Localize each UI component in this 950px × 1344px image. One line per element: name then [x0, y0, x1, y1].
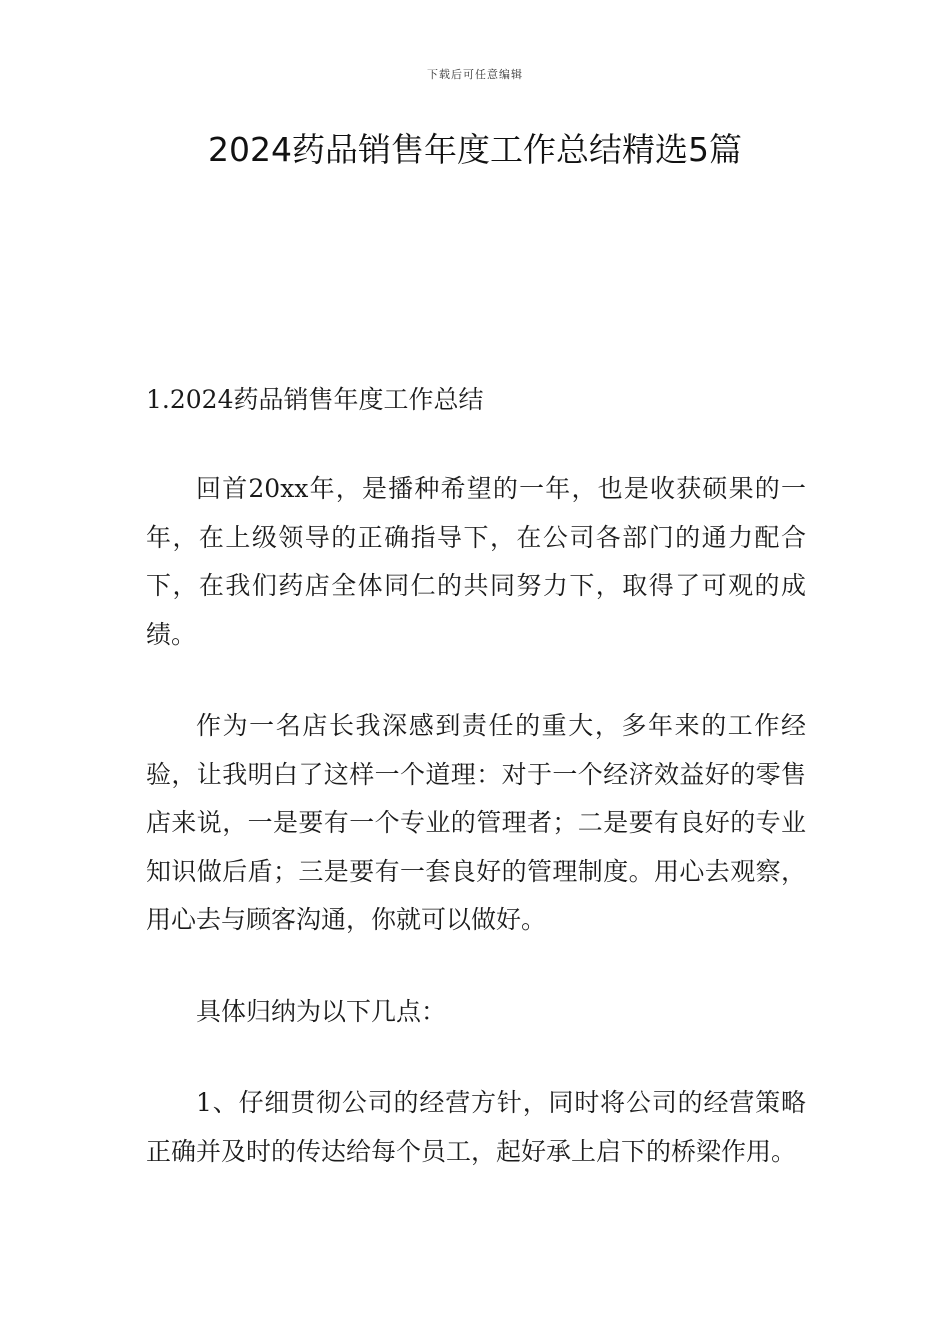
document-title: 2024药品销售年度工作总结精选5篇 [208, 130, 742, 169]
paragraph-summary-lead: 具体归纳为以下几点： [196, 996, 447, 1026]
header-note: 下载后可任意编辑 [427, 68, 523, 81]
paragraph-experience: 作为一名店长我深感到责任的重大，多年来的工作经验，让我明白了这样一个道理：对于一个经济效益好的零售店来说，一是要有一个专业的管理者；二是要有良好的专业知识做后盾；三是要有一套良好的管理制度。用心去观察，用心去与顾客沟通，你就可以做好。 [146, 711, 806, 934]
document-body [146, 378, 806, 1219]
paragraph-point-1: 1、仔细贯彻公司的经营方针，同时将公司的经营策略正确并及时的传达给每个员工，起好承上启下的桥梁作用。 [146, 1088, 806, 1166]
paragraph-intro: 回首20xx年，是播种希望的一年，也是收获硕果的一年，在上级领导的正确指导下，在公司各部门的通力配合下，在我们药店全体同仁的共同努力下，取得了可观的成绩。 [146, 474, 806, 649]
section-heading: 1.2024药品销售年度工作总结 [146, 385, 484, 414]
